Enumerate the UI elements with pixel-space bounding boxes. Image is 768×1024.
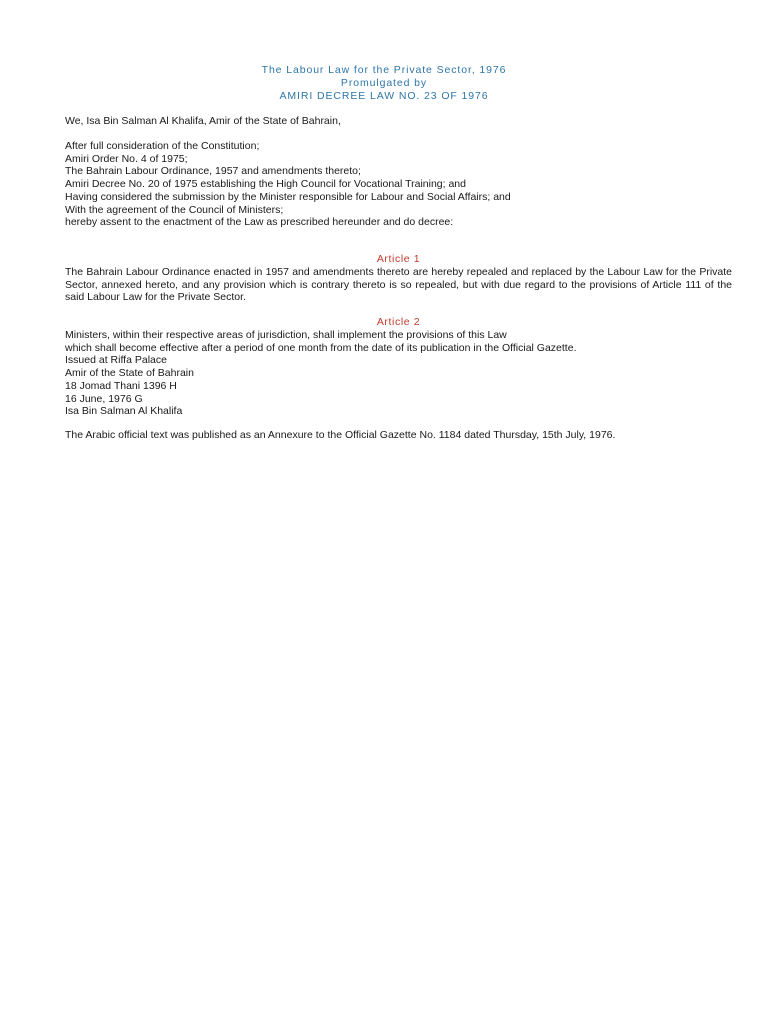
article-1-text: The Bahrain Labour Ordinance enacted in 1957 and amendments thereto are hereby repealed and replaced by the Labour Law for the Private Sector, annexed hereto, and any provision which is contrary thereto is so repealed, but with due regard to the provisions of Article 111 of the said Labour Law for the Private Sector. <box>65 266 732 304</box>
article-2-section <box>65 316 732 418</box>
hijri-date: 18 Jomad Thani 1396 H <box>65 379 177 392</box>
preamble-intro-block <box>65 115 732 128</box>
issued-at: Issued at Riffa Palace <box>65 354 167 367</box>
signatory-name: Isa Bin Salman Al Khalifa <box>65 405 183 418</box>
preamble-line: Amiri Decree No. 20 of 1975 establishing the High Council for Vocational Training; and <box>65 178 466 191</box>
gregorian-date: 16 June, 1976 G <box>65 392 143 405</box>
footer-note-block <box>65 429 732 442</box>
law-title: The Labour Law for the Private Sector, 1976 <box>261 64 507 76</box>
article-1-section <box>65 253 732 304</box>
footer-note: The Arabic official text was published as an Annexure to the Official Gazette No. 1184 dated Thursday, 15th July, 1976. <box>65 429 616 441</box>
preamble-line: hereby assent to the enactment of the Law as prescribed hereunder and do decree: <box>65 216 454 229</box>
preamble-considerations <box>65 140 732 229</box>
preamble-line: The Bahrain Labour Ordinance, 1957 and amendments thereto; <box>65 165 361 178</box>
signatory-title: Amir of the State of Bahrain <box>65 367 194 380</box>
document-header <box>0 64 768 103</box>
preamble-line: After full consideration of the Constitution; <box>65 140 260 152</box>
decree-number: AMIRI DECREE LAW NO. 23 OF 1976 <box>279 90 489 102</box>
article-1-heading: Article 1 <box>376 253 421 265</box>
preamble-line: Amiri Order No. 4 of 1975; <box>65 152 188 165</box>
article-2-line: Ministers, within their respective areas of jurisdiction, shall implement the provisions of this Law <box>65 329 507 341</box>
preamble-line: With the agreement of the Council of Ministers; <box>65 203 284 216</box>
preamble-line: Having considered the submission by the Minister responsible for Labour and Social Affairs; and <box>65 190 511 203</box>
article-2-line: which shall become effective after a period of one month from the date of its publication in the Official Gazette. <box>65 341 577 354</box>
promulgated-by: Promulgated by <box>340 77 428 89</box>
article-2-heading: Article 2 <box>376 316 421 328</box>
preamble-intro: We, Isa Bin Salman Al Khalifa, Amir of the State of Bahrain, <box>65 115 341 127</box>
